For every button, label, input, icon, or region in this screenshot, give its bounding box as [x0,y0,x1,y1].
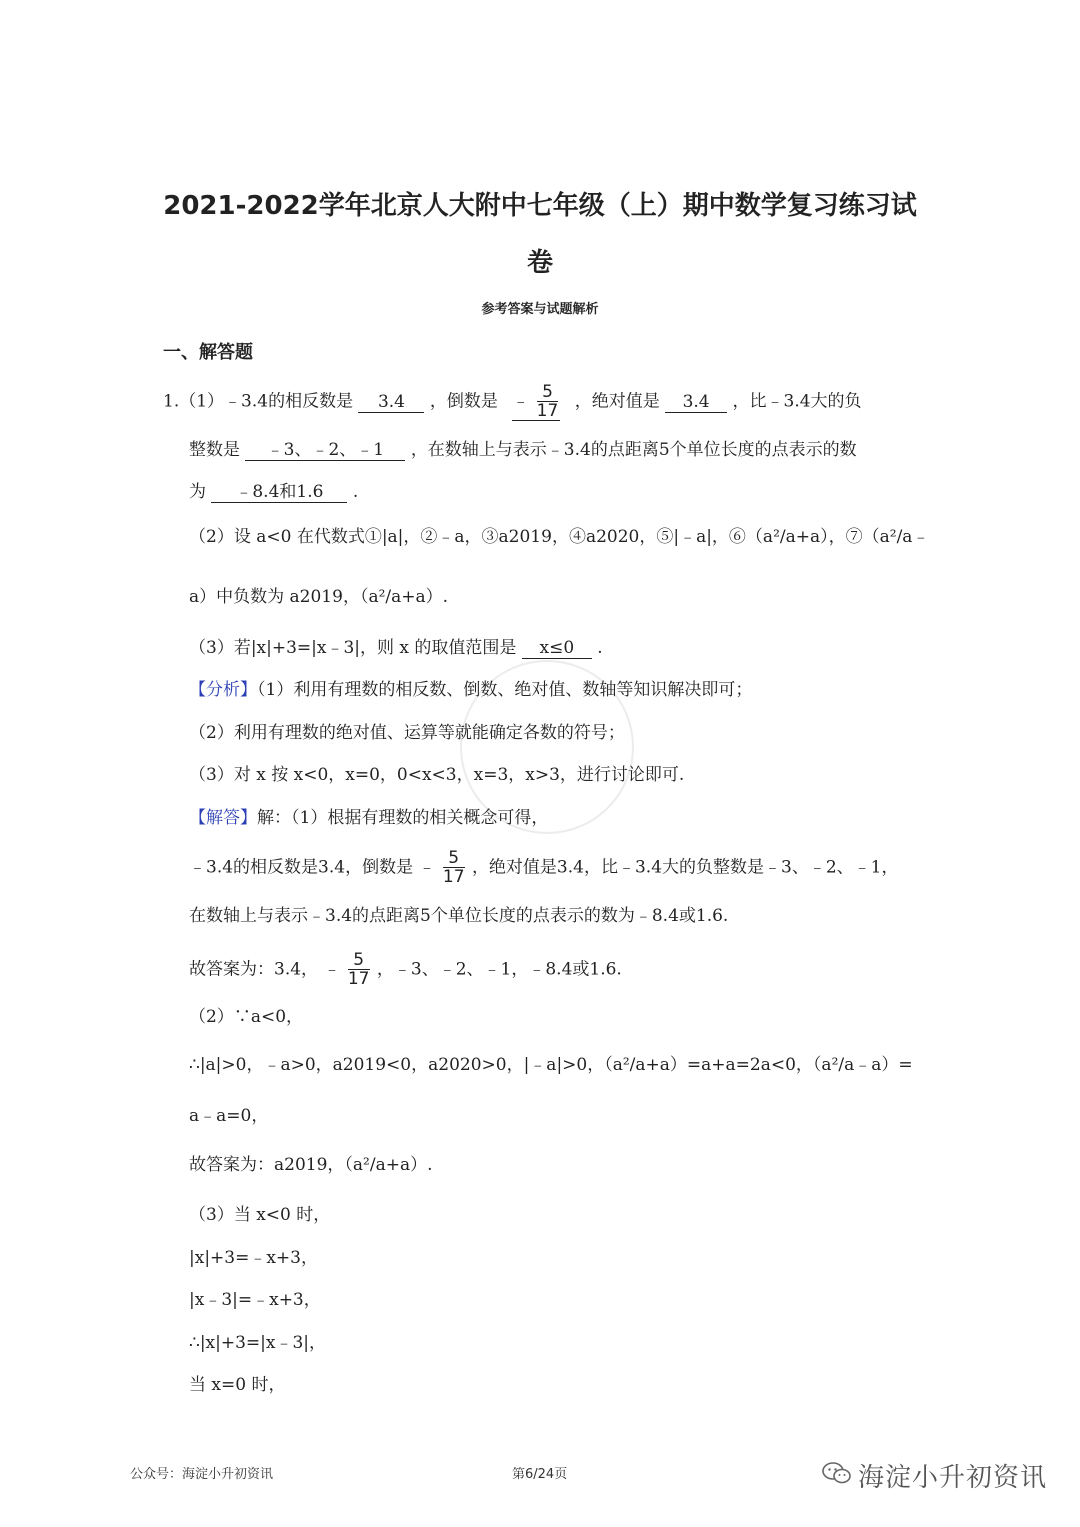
solution-line11: |x﹣3|=﹣x+3， [189,1290,321,1310]
q1-part2-answer-line: a）中负数为 a2019，（a²/a+a）. [189,587,449,607]
section-heading: 一、解答题 [163,342,253,363]
fraction: $\frac{5}{17}$ [442,848,465,887]
q1-line2: 整数是 ﹣3、﹣2、﹣1 ，在数轴上与表示﹣3.4的点距离5个单位长度的点表示的数 [189,440,857,460]
footer-page-number: 第6/24页 [512,1467,568,1482]
wechat-icon [822,1462,852,1484]
solution-line10: |x|+3=﹣x+3， [189,1248,318,1268]
answer-blank: x≤0 [522,638,592,659]
answer-blank: 3.4 [358,392,424,413]
solution-line6: ∴|a|>0，﹣a>0，a2019<0，a2020>0，|﹣a|>0，（a²/a+a）=a+a=2a<0，（a²/a﹣a）= [189,1055,913,1075]
answer-blank: ﹣8.4和1.6 [211,482,347,503]
q1-part3-line: （3）若|x|+3=|x﹣3|，则 x 的取值范围是 x≤0 . [189,638,603,658]
analysis-line2: （2）利用有理数的绝对值、运算等就能确定各数的符号； [189,723,625,743]
solution-line2: ﹣3.4的相反数是3.4，倒数是 ﹣ $\frac{5}{17}$ ，绝对值是3.4，比﹣3.4大的负整数是﹣3、﹣2、﹣1， [189,848,899,887]
analysis-line3: （3）对 x 按 x<0，x=0，0<x<3，x=3，x>3，进行讨论即可. [189,765,685,785]
q1-line1: 1.（1）﹣3.4的相反数是 3.4 ，倒数是 ﹣ $\frac{5}{17}$ ，绝对值是 3.4 ，比﹣3.4大的负 [163,382,862,421]
footer-account: 公众号：海淀小升初资讯 [130,1467,274,1482]
answer-blank-fraction: ﹣ $\frac{5}{17}$ [512,382,559,421]
solution-tag: 【解答】 [189,808,257,828]
analysis-line1: 【分析】（1）利用有理数的相反数、倒数、绝对值、数轴等知识解决即可； [189,680,753,700]
doc-subtitle: 参考答案与试题解析 [481,302,599,317]
solution-line8: 故答案为：a2019，（a²/a+a）. [189,1155,433,1175]
solution-line9: （3）当 x<0 时， [189,1205,331,1225]
q1-line3: 为 ﹣8.4和1.6 . [189,482,359,502]
answer-blank: 3.4 [665,392,727,413]
solution-line5: （2）∵a<0， [189,1007,304,1027]
doc-title-line2: 卷 [526,248,553,278]
fraction: $\frac{5}{17}$ [347,950,370,989]
q1-part2-line: （2）设 a<0 在代数式①|a|，②﹣a，③a2019，④a2020，⑤|﹣a|，⑥（a²/a+a），⑦（a²/a﹣ [189,527,930,547]
solution-line7: a﹣a=0， [189,1106,269,1126]
solution-line1: 【解答】解：（1）根据有理数的相关概念可得， [189,808,549,828]
solution-line12: ∴|x|+3=|x﹣3|， [189,1333,327,1353]
fraction: $\frac{5}{17}$ [536,382,559,421]
doc-title-line1: 2021-2022学年北京人大附中七年级（上）期中数学复习练习试 [163,191,917,221]
solution-line4: 故答案为：3.4， ﹣ $\frac{5}{17}$ ，﹣3、﹣2、﹣1，﹣8.4或1.6. [189,950,622,989]
solution-line3: 在数轴上与表示﹣3.4的点距离5个单位长度的点表示的数为﹣8.4或1.6. [189,906,729,926]
answer-blank: ﹣3、﹣2、﹣1 [245,440,405,461]
analysis-tag: 【分析】 [189,680,257,700]
footer-watermark: 海淀小升初资讯 [858,1463,1048,1493]
solution-line13: 当 x=0 时， [189,1375,286,1395]
